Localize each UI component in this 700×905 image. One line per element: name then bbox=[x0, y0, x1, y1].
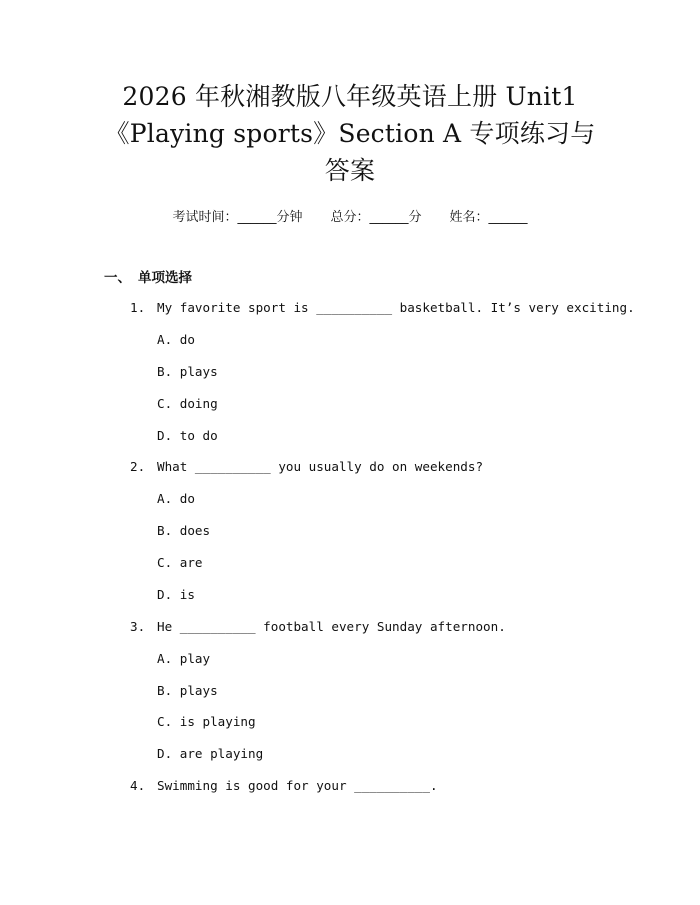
question-number: 3. bbox=[130, 619, 146, 634]
question-4 bbox=[130, 778, 438, 794]
option-2d[interactable]: D. is bbox=[157, 587, 195, 602]
document-title bbox=[60, 78, 640, 189]
question-1 bbox=[130, 300, 635, 316]
total-score-field[interactable]: 总分：______分 bbox=[330, 210, 422, 225]
exam-time-field[interactable]: 考试时间：______分钟 bbox=[172, 210, 303, 225]
question-number: 4. bbox=[130, 778, 146, 793]
question-2 bbox=[130, 459, 483, 475]
question-number: 1. bbox=[130, 300, 146, 315]
question-number: 2. bbox=[130, 459, 146, 474]
option-1c[interactable]: C. doing bbox=[157, 396, 218, 411]
option-3d[interactable]: D. are playing bbox=[157, 746, 264, 761]
title-line-1: 2026 年秋湘教版八年级英语上册 Unit1 bbox=[122, 82, 578, 111]
option-3b[interactable]: B. plays bbox=[157, 683, 218, 698]
section-title: 单项选择 bbox=[138, 270, 192, 286]
question-text: What __________ you usually do on weekends? bbox=[157, 459, 484, 474]
option-1b[interactable]: B. plays bbox=[157, 364, 218, 379]
student-name-field[interactable]: 姓名：______ bbox=[449, 210, 528, 225]
option-3c[interactable]: C. is playing bbox=[157, 714, 256, 729]
question-3 bbox=[130, 619, 506, 635]
option-1a[interactable]: A. do bbox=[157, 332, 195, 347]
question-text: He __________ football every Sunday afternoon. bbox=[157, 619, 506, 634]
option-1d[interactable]: D. to do bbox=[157, 428, 218, 443]
exam-info-line bbox=[0, 206, 700, 225]
option-2b[interactable]: B. does bbox=[157, 523, 211, 538]
section-heading bbox=[104, 266, 192, 286]
title-line-2: 《Playing sports》Section A 专项练习与 bbox=[104, 119, 596, 148]
question-text: My favorite sport is __________ basketball. It’s very exciting. bbox=[157, 300, 635, 315]
option-3a[interactable]: A. play bbox=[157, 651, 211, 666]
option-2c[interactable]: C. are bbox=[157, 555, 203, 570]
title-line-3: 答案 bbox=[324, 156, 376, 185]
option-2a[interactable]: A. do bbox=[157, 491, 195, 506]
question-text: Swimming is good for your __________. bbox=[157, 778, 438, 793]
section-number: 一、 bbox=[104, 270, 131, 286]
